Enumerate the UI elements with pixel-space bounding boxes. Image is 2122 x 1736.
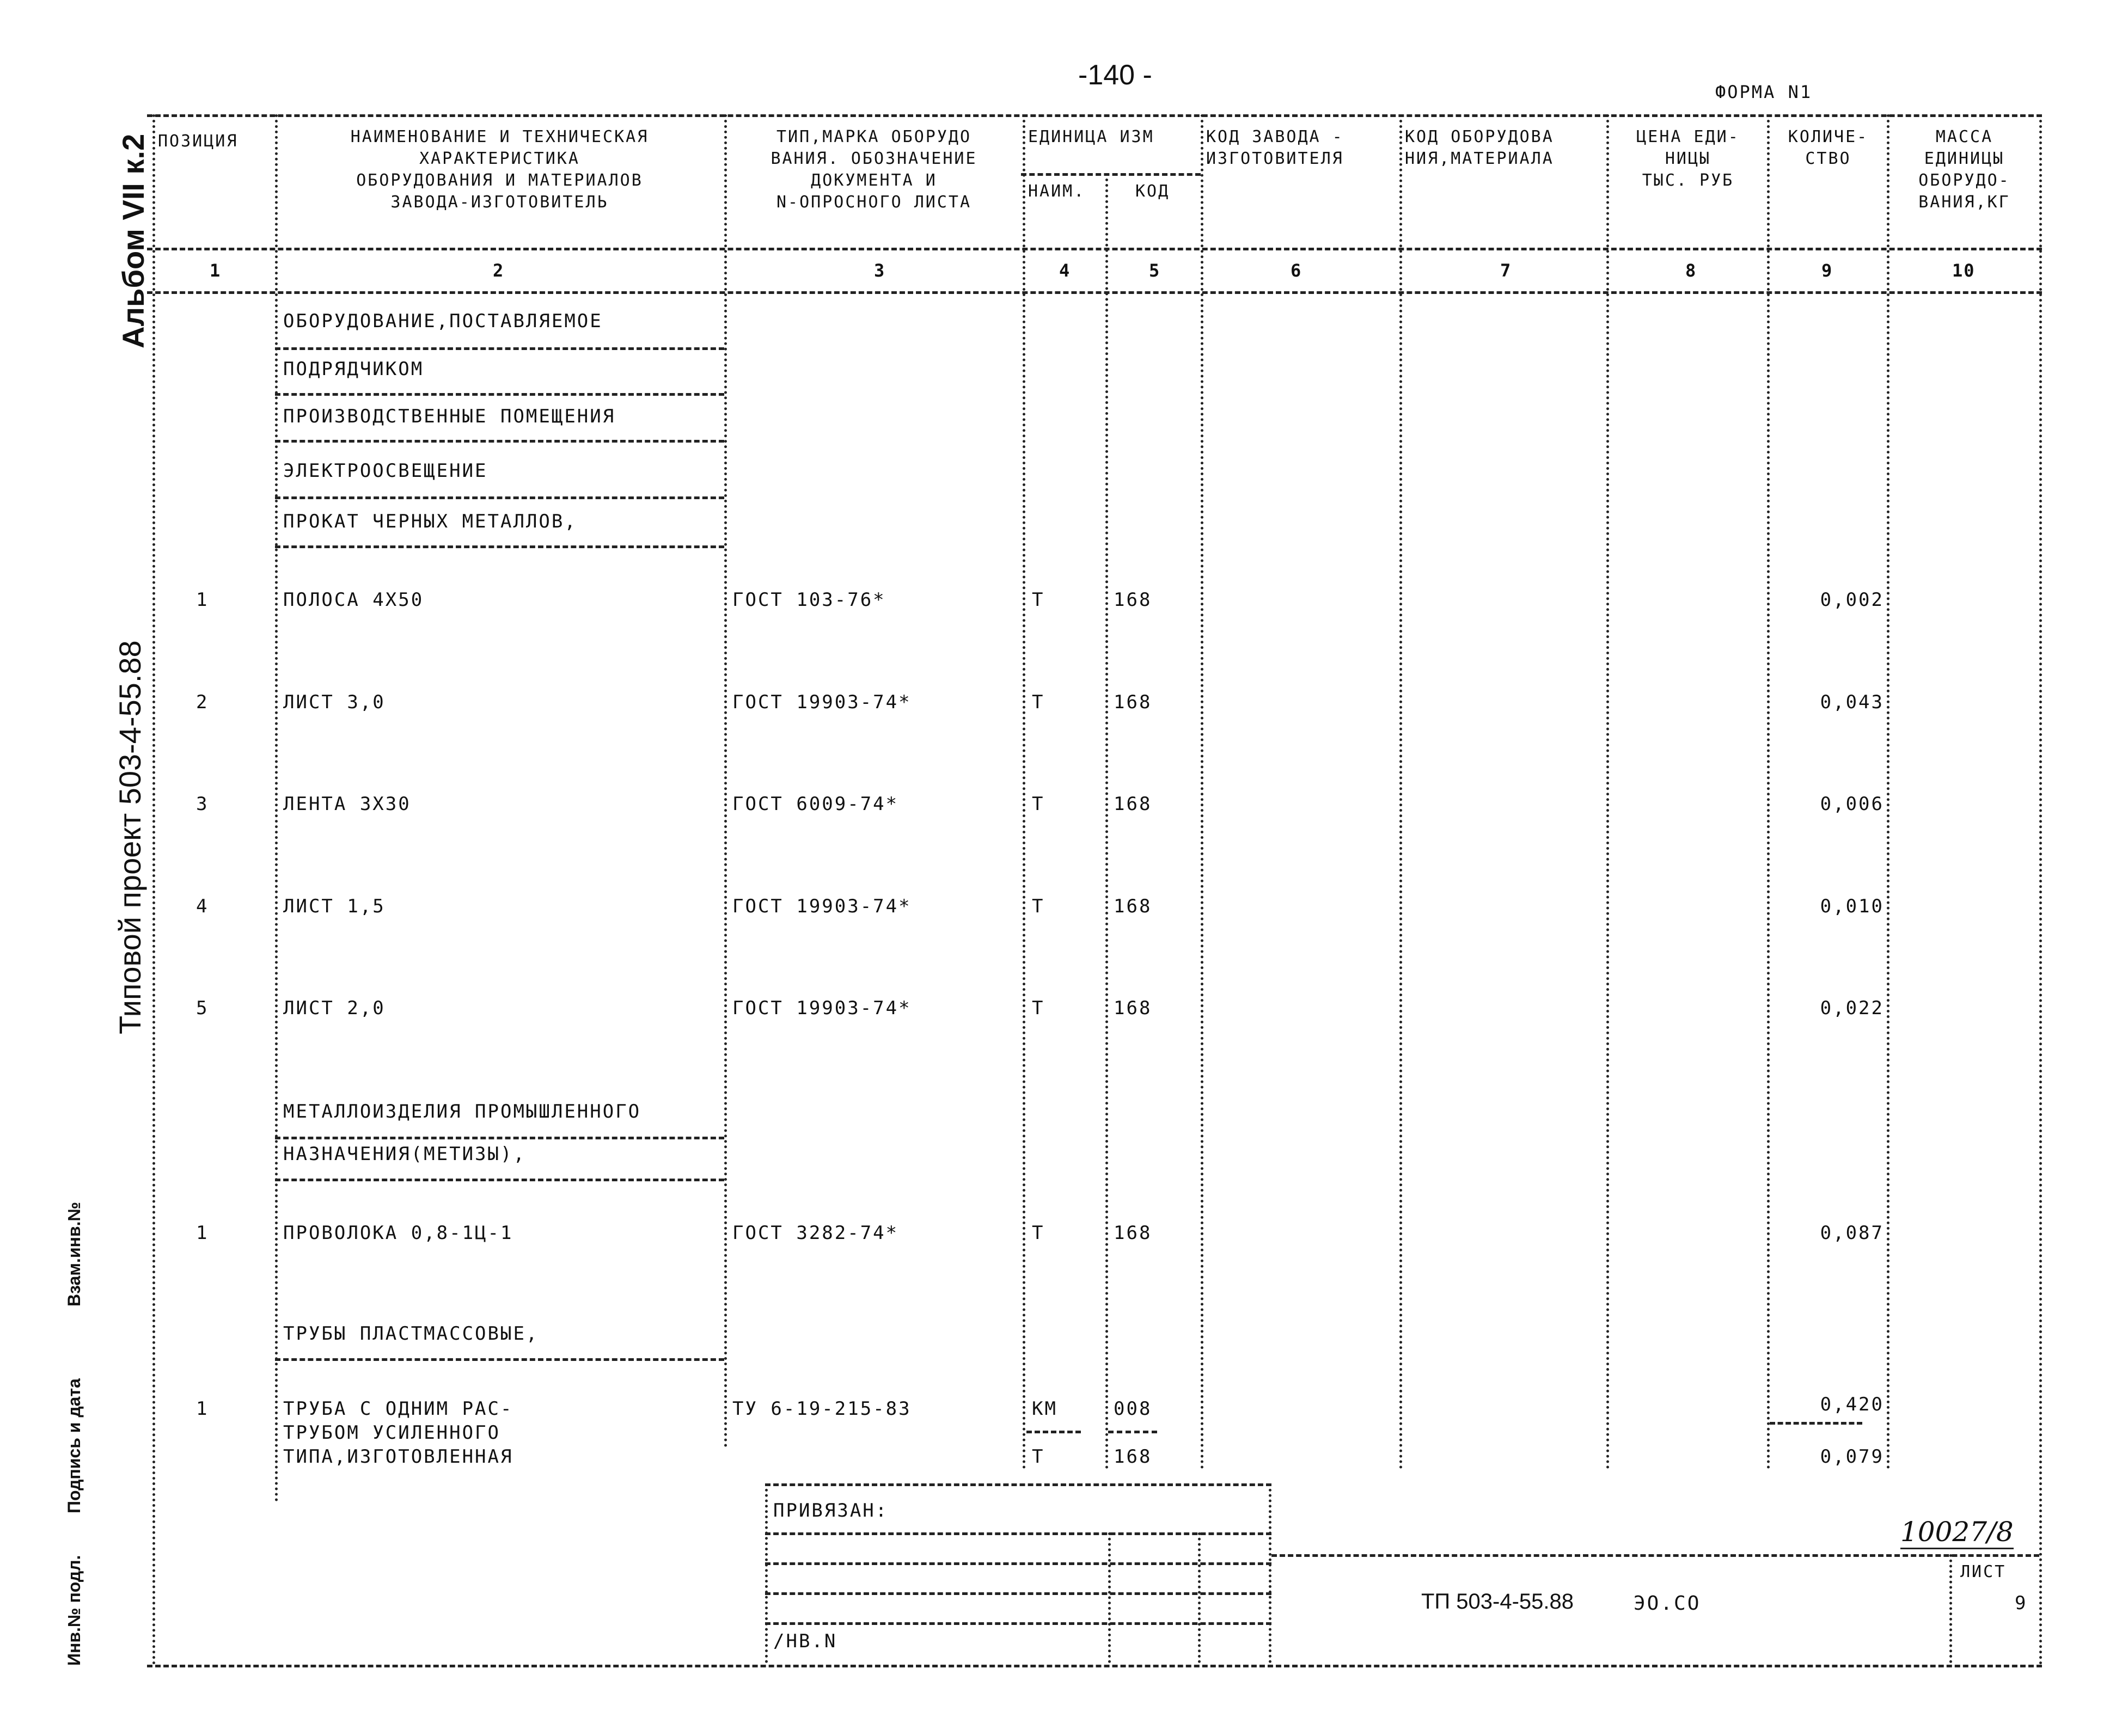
table-row-code: 168 — [1114, 691, 1152, 713]
stamp-rule — [765, 1532, 1271, 1535]
header-equipment-code: КОД ОБОРУДОВА НИЯ,МАТЕРИАЛА — [1405, 127, 1554, 168]
section-rule — [275, 1358, 724, 1361]
pipe-unit-1: КМ — [1032, 1398, 1057, 1420]
stamp-sep — [1198, 1532, 1201, 1663]
col-number: 8 — [1685, 260, 1697, 281]
header-type: ТИП,МАРКА ОБОРУДО ВАНИЯ. ОБОЗНАЧЕНИЕ ДОКУМЕНТА И N-ОПРОСНОГО ЛИСТА — [770, 127, 977, 212]
section-heading: ОБОРУДОВАНИЕ,ПОСТАВЛЯЕМОЕ — [283, 310, 603, 332]
table-row-unit: Т — [1032, 895, 1045, 917]
table-row-position: 3 — [196, 793, 209, 815]
table-row-unit: Т — [1032, 1222, 1045, 1244]
table-row-position: 2 — [196, 691, 209, 713]
table-row-position: 1 — [196, 1222, 209, 1244]
col-sep-7 — [1606, 114, 1609, 1470]
stamp-doc-code: ТП 503-4-55.88 — [1421, 1590, 1574, 1614]
table-row-name: ПОЛОСА 4Х50 — [283, 589, 424, 611]
pipe-position: 1 — [196, 1398, 209, 1420]
table-row-unit: Т — [1032, 793, 1045, 815]
col-sep-right — [2039, 114, 2042, 1666]
col-number: 3 — [874, 260, 886, 281]
table-row-doc: ГОСТ 103-76* — [732, 589, 886, 611]
col-number: 4 — [1059, 260, 1071, 281]
col-number: 10 — [1952, 260, 1976, 281]
section-heading: ПРОИЗВОДСТВЕННЫЕ ПОМЕЩЕНИЯ — [283, 406, 616, 427]
pipe-name-line-1: ТРУБА С ОДНИМ РАС- — [283, 1398, 513, 1420]
colnum-bottom-rule — [147, 291, 2042, 294]
section-rule — [275, 440, 724, 443]
col-sep-4 — [1105, 173, 1108, 1470]
section-rule — [275, 545, 724, 548]
pipe-name-line-2: ТРУБОМ УСИЛЕННОГО — [283, 1422, 500, 1444]
table-row-code: 168 — [1114, 589, 1152, 611]
col-sep-1 — [275, 114, 278, 1502]
table-row-name: ПРОВОЛОКА 0,8-1Ц-1 — [283, 1222, 513, 1244]
col-sep-2 — [724, 114, 727, 1448]
table-row-doc: ГОСТ 19903-74* — [732, 691, 912, 713]
stamp-sep — [1108, 1532, 1111, 1663]
stamp-signature-date: Подпись и дата — [64, 1378, 84, 1513]
section-rule — [275, 393, 724, 396]
col-sep-left — [152, 114, 155, 1666]
table-row-doc: ГОСТ 19903-74* — [732, 997, 912, 1019]
header-plant-code: КОД ЗАВОДА - ИЗГОТОВИТЕЛЯ — [1206, 127, 1344, 168]
pipe-code-1: 008 — [1114, 1398, 1152, 1420]
pipe-qty-rule — [1770, 1422, 1862, 1425]
table-row-code: 168 — [1114, 997, 1152, 1019]
album-label: Альбом VII к.2 — [116, 133, 150, 348]
table-row-name: ЛИСТ 3,0 — [283, 691, 386, 713]
col-number: 7 — [1500, 260, 1512, 281]
table-bottom-border — [147, 1665, 2042, 1667]
pipe-doc: ТУ 6-19-215-83 — [732, 1398, 912, 1420]
table-row-qty: 0,087 — [1820, 1222, 1884, 1244]
stamp-sep — [765, 1483, 768, 1663]
header-quantity: КОЛИЧЕ- СТВО — [1788, 127, 1869, 168]
header-unit-name: НАИМ. — [1028, 182, 1086, 201]
stamp-inv-label: /НВ.N — [773, 1630, 837, 1652]
handwritten-number: 10027/8 — [1900, 1516, 2014, 1549]
section-rule — [275, 1137, 724, 1139]
section-rule — [275, 1179, 724, 1181]
table-row-qty: 0,043 — [1820, 691, 1884, 713]
col-number: 9 — [1821, 260, 1833, 281]
stamp-bound-label: ПРИВЯЗАН: — [773, 1500, 889, 1522]
stamp-title-rule — [1271, 1554, 2039, 1557]
stamp-rule — [765, 1562, 1271, 1565]
header-bottom-rule — [147, 248, 2042, 250]
table-row-qty: 0,010 — [1820, 895, 1884, 917]
pipe-unit-rule — [1026, 1431, 1081, 1433]
stamp-replace-inv: Инв.№ подл. — [64, 1555, 84, 1666]
stamp-rule — [765, 1592, 1271, 1595]
section-heading: ТРУБЫ ПЛАСТМАССОВЫЕ, — [283, 1323, 539, 1345]
col-sep-9 — [1887, 114, 1889, 1470]
table-row-code: 168 — [1114, 895, 1152, 917]
pipe-qty-1: 0,420 — [1820, 1394, 1884, 1415]
table-row-name: ЛИСТ 1,5 — [283, 895, 386, 917]
col-sep-3 — [1023, 114, 1025, 1470]
section-heading: МЕТАЛЛОИЗДЕЛИЯ ПРОМЫШЛЕННОГО — [283, 1101, 641, 1122]
pipe-code-2: 168 — [1114, 1446, 1152, 1468]
header-unit-mass: МАССА ЕДИНИЦЫ ОБОРУДО- ВАНИЯ,КГ — [1918, 127, 2010, 212]
form-label: ФОРМА N1 — [1715, 82, 1813, 102]
table-row-doc: ГОСТ 19903-74* — [732, 895, 912, 917]
section-rule — [275, 347, 724, 350]
section-heading: ПОДРЯДЧИКОМ — [283, 358, 424, 380]
table-row-qty: 0,006 — [1820, 793, 1884, 815]
section-heading: ЭЛЕКТРООСВЕЩЕНИЕ — [283, 460, 488, 482]
table-row-position: 5 — [196, 997, 209, 1019]
stamp-original-inv: Взам.инв.№ — [64, 1201, 84, 1306]
col-sep-5 — [1201, 114, 1203, 1470]
col-sep-6 — [1399, 114, 1402, 1470]
col-number: 2 — [493, 260, 505, 281]
table-row-code: 168 — [1114, 793, 1152, 815]
stamp-sheet-number: 9 — [2015, 1592, 2026, 1614]
col-number: 5 — [1149, 260, 1161, 281]
stamp-sep — [1269, 1483, 1271, 1663]
stamp-rule — [765, 1622, 1271, 1625]
table-subheader-rule — [1021, 173, 1201, 176]
pipe-name-line-3: ТИПА,ИЗГОТОВЛЕННАЯ — [283, 1446, 513, 1468]
table-row-doc: ГОСТ 3282-74* — [732, 1222, 899, 1244]
table-row-name: ЛЕНТА 3Х30 — [283, 793, 411, 815]
header-name: НАИМЕНОВАНИЕ И ТЕХНИЧЕСКАЯ ХАРАКТЕРИСТИКА ОБОРУДОВАНИЯ И МАТЕРИАЛОВ ЗАВОДА-ИЗГОТОВИТЕЛЬ — [350, 127, 649, 212]
table-row-qty: 0,002 — [1820, 589, 1884, 611]
table-row-position: 1 — [196, 589, 209, 611]
table-row-code: 168 — [1114, 1222, 1152, 1244]
section-rule — [275, 496, 724, 499]
section-heading: НАЗНАЧЕНИЯ(МЕТИЗЫ), — [283, 1143, 526, 1165]
table-row-unit: Т — [1032, 997, 1045, 1019]
table-row-name: ЛИСТ 2,0 — [283, 997, 386, 1019]
table-row-unit: Т — [1032, 589, 1045, 611]
table-row-unit: Т — [1032, 691, 1045, 713]
table-row-qty: 0,022 — [1820, 997, 1884, 1019]
table-top-border — [147, 114, 2042, 117]
table-row-position: 4 — [196, 895, 209, 917]
col-sep-8 — [1767, 114, 1770, 1470]
stamp-sheet-sep — [1949, 1554, 1952, 1663]
header-unit: ЕДИНИЦА ИЗМ — [1028, 127, 1154, 146]
page-number-mark: -140 - — [1078, 59, 1152, 91]
col-number: 6 — [1291, 260, 1302, 281]
header-unit-price: ЦЕНА ЕДИ- НИЦЫ ТЫС. РУБ — [1636, 127, 1740, 190]
section-heading: ПРОКАТ ЧЕРНЫХ МЕТАЛЛОВ, — [283, 511, 577, 532]
col-number: 1 — [210, 260, 222, 281]
pipe-code-rule — [1108, 1431, 1157, 1433]
stamp-sheet-label: ЛИСТ — [1960, 1562, 2007, 1581]
header-position: ПОЗИЦИЯ — [158, 132, 239, 151]
table-row-doc: ГОСТ 6009-74* — [732, 793, 899, 815]
pipe-unit-2: Т — [1032, 1446, 1045, 1468]
stamp-doc-suffix: ЭО.СО — [1634, 1592, 1701, 1615]
header-unit-code: КОД — [1135, 182, 1170, 201]
stamp-top-rule — [765, 1483, 1271, 1486]
project-label: Типовой проект 503-4-55.88 — [113, 640, 147, 1034]
pipe-qty-2: 0,079 — [1820, 1446, 1884, 1468]
